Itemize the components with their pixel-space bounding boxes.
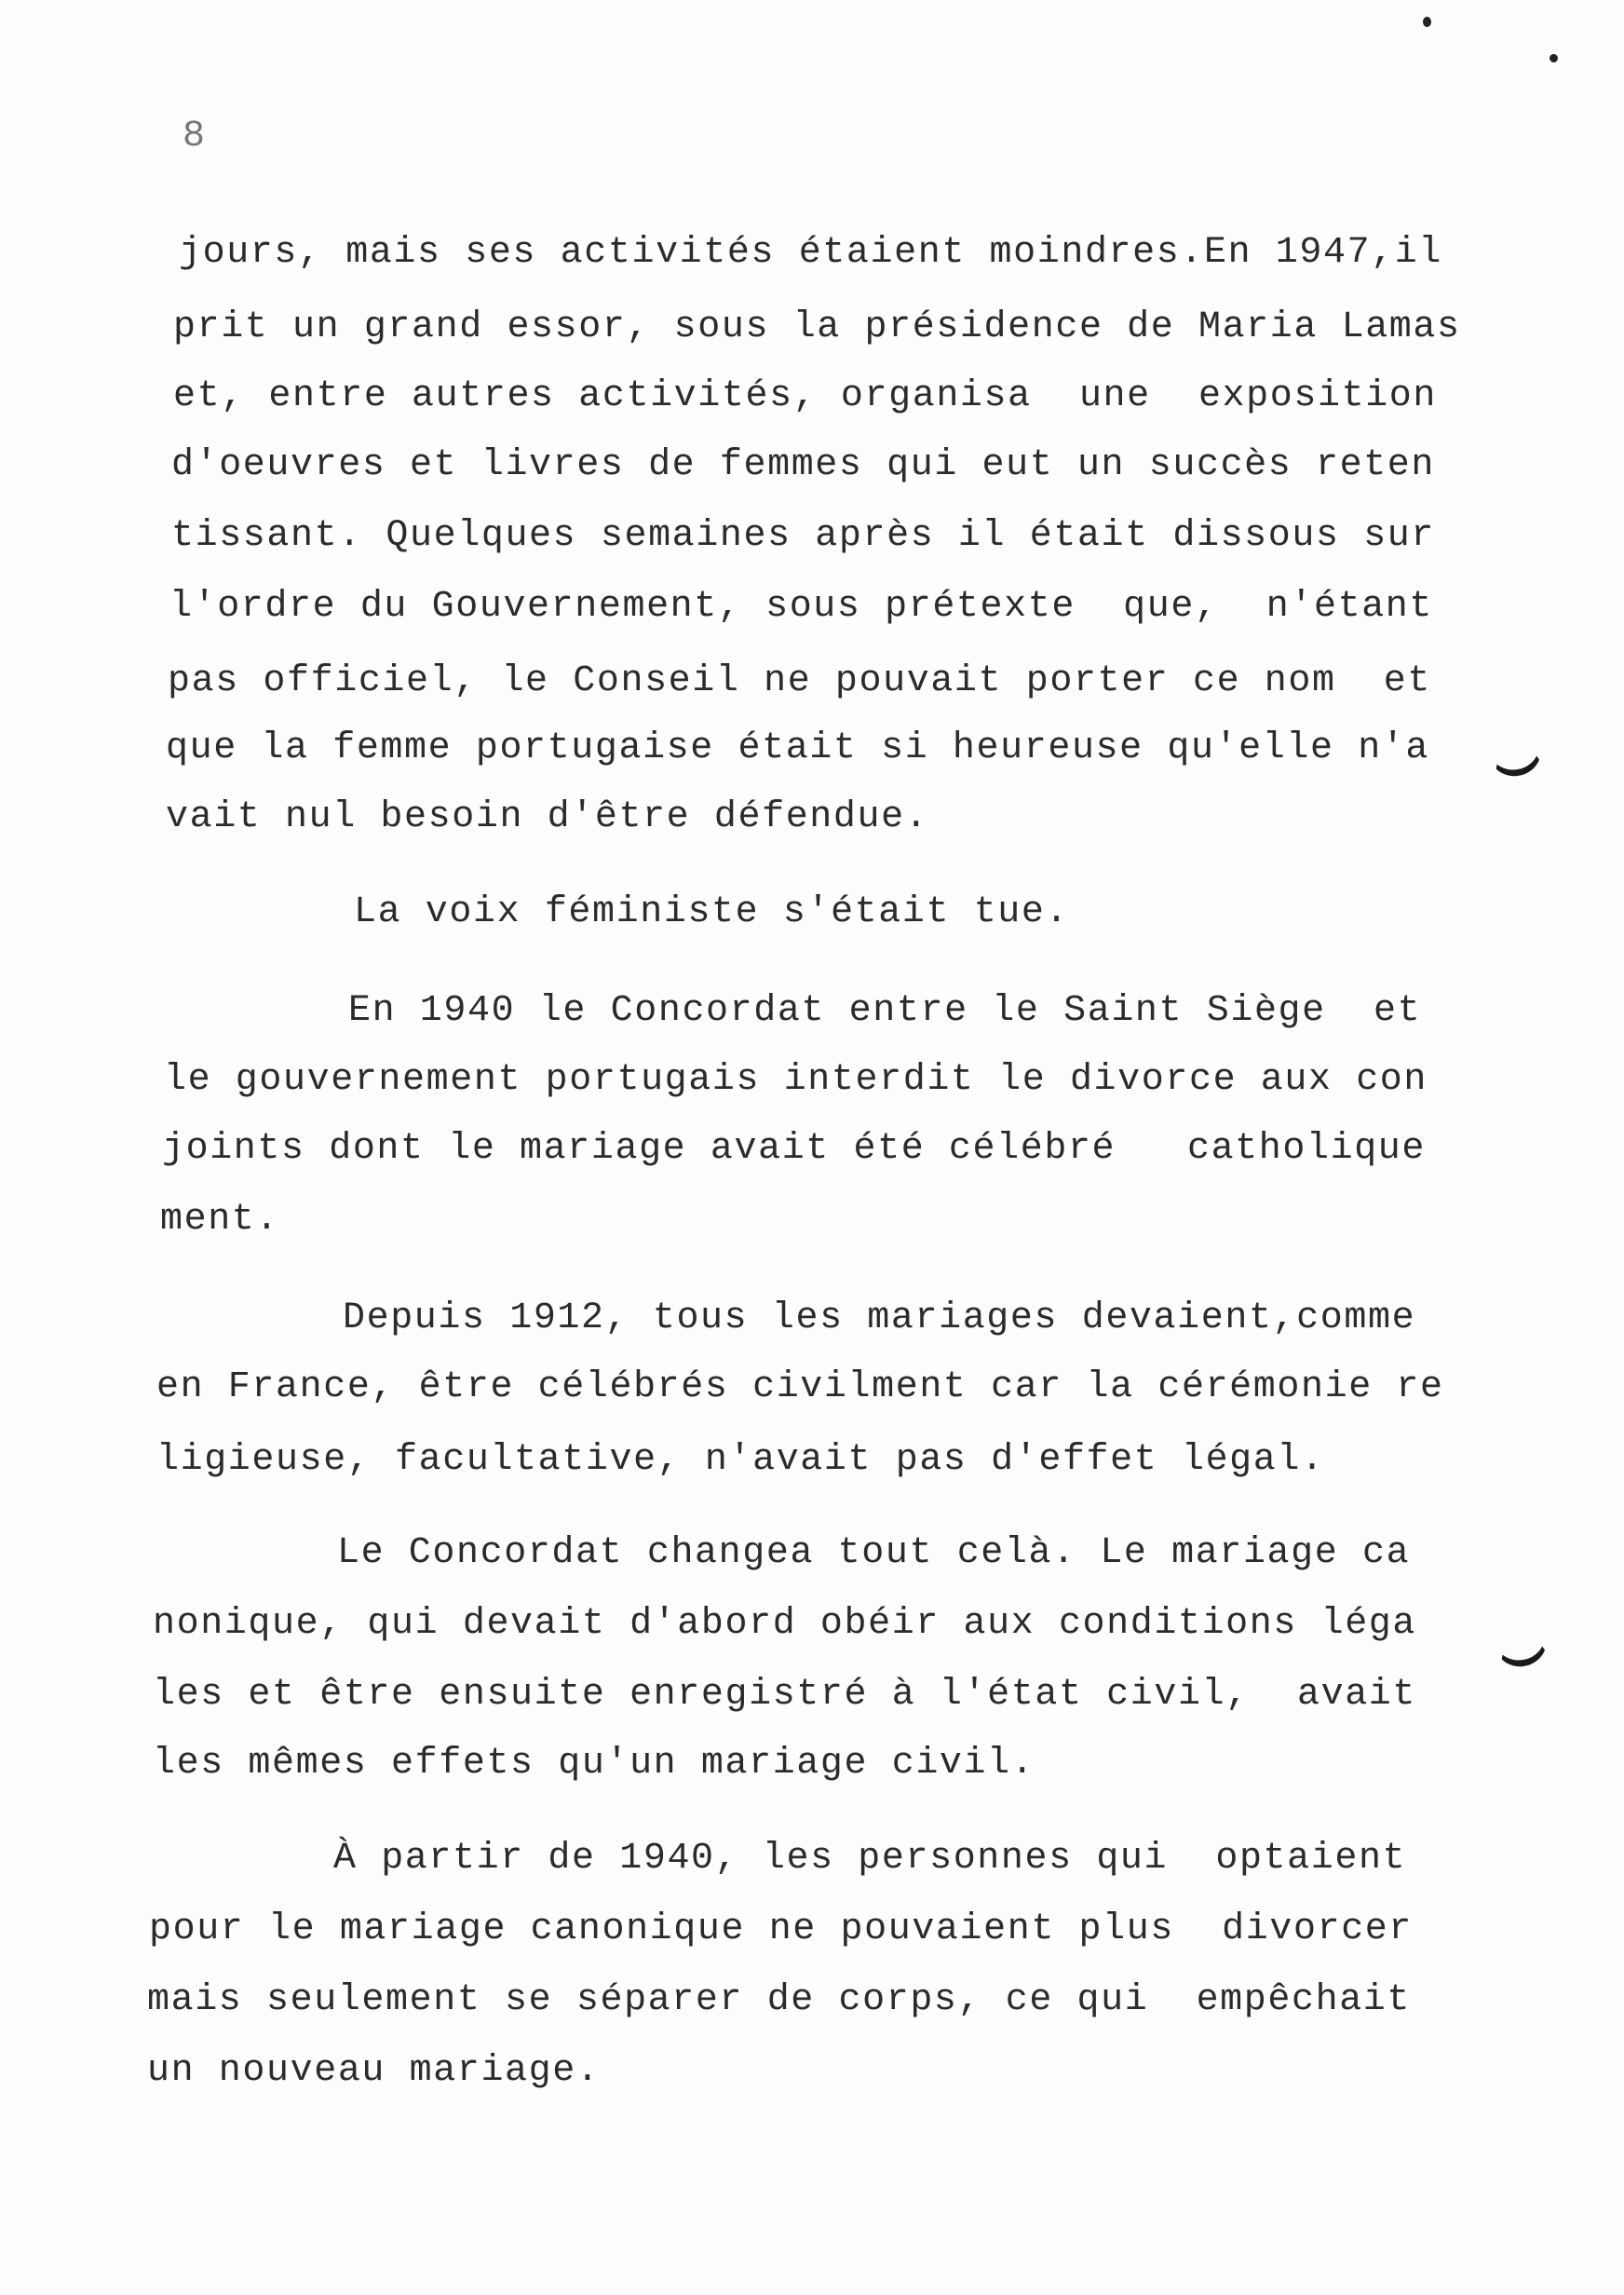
binder-hole-mark [1493, 1630, 1552, 1671]
text-line-11: En 1940 le Concordat entre le Saint Siège et [348, 990, 1422, 1032]
text-line-4: d'oeuvres et livres de femmes qui eut un succès reten [171, 444, 1436, 486]
text-line-3: et, entre autres activités, organisa une exposition [173, 375, 1438, 417]
text-line-15: Depuis 1912, tous les mariages devaient,comme [343, 1297, 1416, 1339]
text-line-10: La voix féministe s'était tue. [354, 891, 1070, 933]
text-line-21: les mêmes effets qu'un mariage civil. [153, 1743, 1035, 1785]
text-line-17: ligieuse, facultative, n'avait pas d'effet légal. [156, 1439, 1325, 1481]
text-line-23: pour le mariage canonique ne pouvaient plus divorcer [149, 1908, 1414, 1950]
text-line-16: en France, être célébrés civilment car la cérémonie re [156, 1366, 1444, 1408]
text-line-5: tissant. Quelques semaines après il était dissous sur [171, 515, 1436, 557]
text-line-24: mais seulement se séparer de corps, ce qui empêchait [147, 1979, 1412, 2021]
text-line-20: les et être ensuite enregistré à l'état civil, avait [153, 1674, 1417, 1716]
text-line-22: À partir de 1940, les personnes qui optaient [333, 1838, 1407, 1880]
scan-dot-mark [1548, 52, 1559, 63]
scan-dot-mark [1423, 17, 1431, 27]
text-line-6: l'ordre du Gouvernement, sous prétexte que, n'étant [169, 586, 1434, 628]
text-line-19: nonique, qui devait d'abord obéir aux conditions léga [153, 1603, 1417, 1645]
text-line-14: ment. [160, 1199, 280, 1241]
binder-hole-mark [1487, 740, 1547, 781]
text-line-2: prit un grand essor, sous la présidence de Maria Lamas [173, 306, 1461, 348]
text-line-18: Le Concordat changea tout celà. Le mariage ca [337, 1532, 1411, 1574]
text-line-9: vait nul besoin d'être défendue. [166, 796, 929, 838]
text-line-7: pas officiel, le Conseil ne pouvait porter ce nom et [168, 660, 1432, 702]
text-line-25: un nouveau mariage. [147, 2050, 601, 2092]
text-line-8: que la femme portugaise était si heureuse qu'elle n'a [166, 727, 1430, 769]
text-line-12: le gouvernement portugais interdit le divorce aux con [164, 1059, 1428, 1101]
page-number: 8 [183, 115, 208, 157]
text-line-13: joints dont le mariage avait été célébré catholique [162, 1128, 1427, 1170]
text-line-1: jours, mais ses activités étaient moindres.En 1947,il [179, 232, 1443, 274]
